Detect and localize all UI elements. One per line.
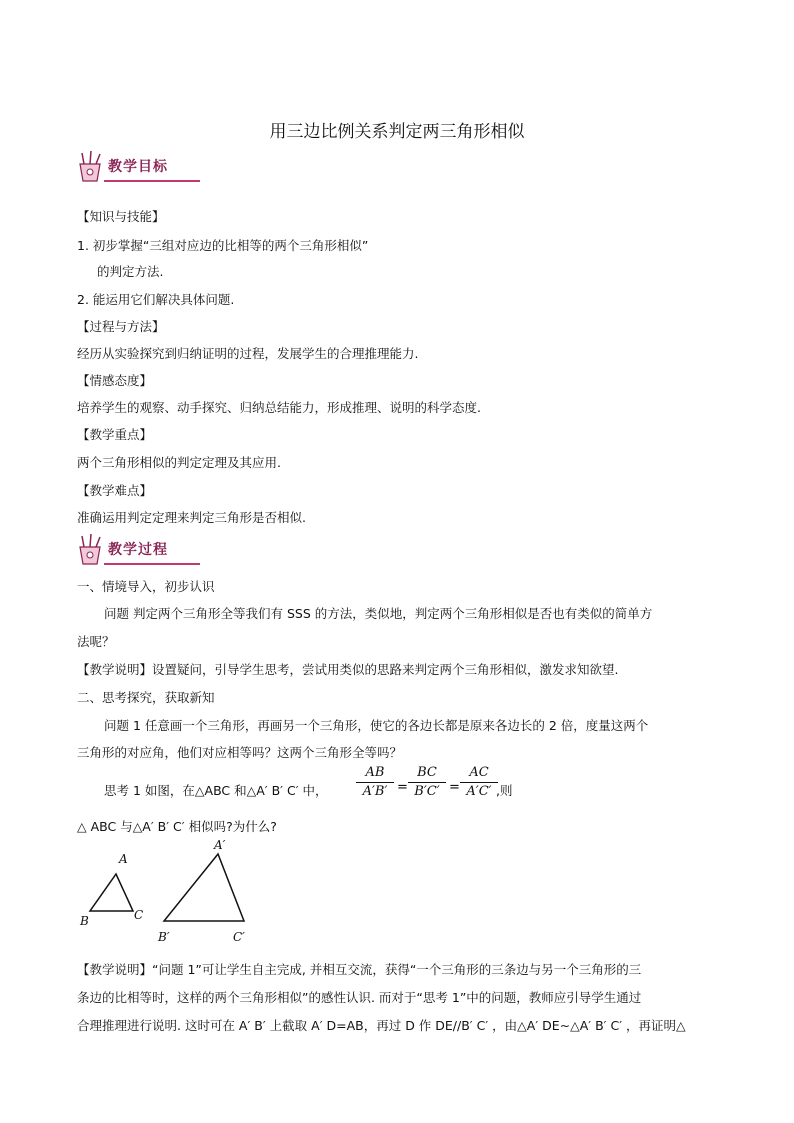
heading-difficulty: 【教学难点】 [77, 483, 153, 498]
vertex-label-a: A [119, 852, 128, 866]
triangles-figure [76, 838, 256, 950]
think-1-tail: ,则 [496, 783, 513, 798]
pencil-cup-icon [74, 533, 108, 567]
banner-underline [104, 563, 200, 565]
triangle-abc [90, 874, 133, 911]
teaching-note-2-line-3: 合理推理进行说明. 这时可在 A′ B′ 上截取 A′ D=AB，再过 D 作 DE//B′ C′ ，由△A′ DE∼△A′ B′ C′ ，再证明△ [77, 1018, 686, 1033]
banner-label: 教学目标 [108, 159, 168, 175]
heading-process: 【过程与方法】 [77, 319, 165, 334]
fraction-denominator: B′C′ [414, 784, 440, 799]
fraction-ac [460, 765, 498, 800]
heading-knowledge: 【知识与技能】 [77, 209, 165, 224]
vertex-label-c: C [134, 908, 144, 922]
goal-item-1: 1. 初步掌握“三组对应边的比相等的两个三角形相似” [77, 238, 369, 253]
equals-sign: = [449, 780, 460, 795]
banner-label: 教学过程 [108, 542, 168, 558]
pencil-cup-icon [74, 150, 108, 184]
think-1-lead: 思考 1 如图，在△ABC 和△A′ B′ C′ 中， [104, 783, 328, 798]
fraction-numerator: AB [365, 765, 385, 780]
fraction-denominator: A′B′ [362, 784, 388, 799]
vertex-label-a-prime: A′ [214, 838, 226, 852]
problem-1-line-2: 三角形的对应角，他们对应相等吗？这两个三角形全等吗？ [77, 745, 403, 760]
question-line-1: 问题 判定两个三角形全等我们有 SSS 的方法，类似地，判定两个三角形相似是否也有类似的简单方 [104, 606, 653, 621]
fraction-denominator: A′C′ [466, 784, 492, 799]
problem-1-line-1: 问题 1 任意画一个三角形，再画另一个三角形，使它的各边长都是原来各边长的 2 倍，度量这两个 [104, 718, 649, 733]
equals-sign: = [397, 780, 408, 795]
teaching-note-2-line-2: 条边的比相等时，这样的两个三角形相似”的感性认识. 而对于“思考 1”中的问题，教师应引导学生通过 [77, 990, 642, 1005]
triangle-a2b2c2 [164, 854, 244, 921]
heading-emotion: 【情感态度】 [77, 373, 153, 388]
emotion-text: 培养学生的观察、动手探究、归纳总结能力，形成推理、说明的科学态度. [77, 400, 481, 415]
fraction-ab [356, 765, 394, 800]
vertex-label-c-prime: C′ [233, 930, 245, 944]
section-banner-goals [74, 150, 200, 186]
vertex-label-b: B [80, 914, 89, 928]
section-1-heading: 一、情境导入，初步认识 [77, 579, 215, 594]
fraction-numerator: AC [469, 765, 489, 780]
heading-key-point: 【教学重点】 [77, 427, 153, 442]
goal-item-2: 2. 能运用它们解决具体问题. [77, 292, 235, 307]
section-2-heading: 二、思考探究，获取新知 [77, 690, 215, 705]
key-point-text: 两个三角形相似的判定定理及其应用. [77, 455, 281, 470]
fraction-bar [408, 782, 446, 783]
teaching-note-2-line-1: 【教学说明】“问题 1”可让学生自主完成, 并相互交流，获得“一个三角形的三条边与另一个三角形的三 [77, 962, 642, 977]
page-title: 用三边比例关系判定两三角形相似 [269, 122, 525, 142]
think-1-question: △ ABC 与△A′ B′ C′ 相似吗?为什么? [77, 819, 277, 834]
question-line-2: 法呢？ [77, 634, 115, 649]
fraction-bc [408, 765, 446, 800]
section-banner-process [74, 533, 200, 569]
fraction-bar [460, 782, 498, 783]
goal-item-1-cont: 的判定方法. [97, 264, 164, 279]
teaching-note-1: 【教学说明】设置疑问，引导学生思考，尝试用类似的思路来判定两个三角形相似，激发求知欲望. [77, 662, 619, 677]
difficulty-text: 准确运用判定定理来判定三角形是否相似. [77, 510, 306, 525]
process-text: 经历从实验探究到归纳证明的过程，发展学生的合理推理能力. [77, 346, 419, 361]
fraction-bar [356, 782, 394, 783]
fraction-numerator: BC [417, 765, 437, 780]
banner-underline [104, 180, 200, 182]
vertex-label-b-prime: B′ [158, 930, 170, 944]
